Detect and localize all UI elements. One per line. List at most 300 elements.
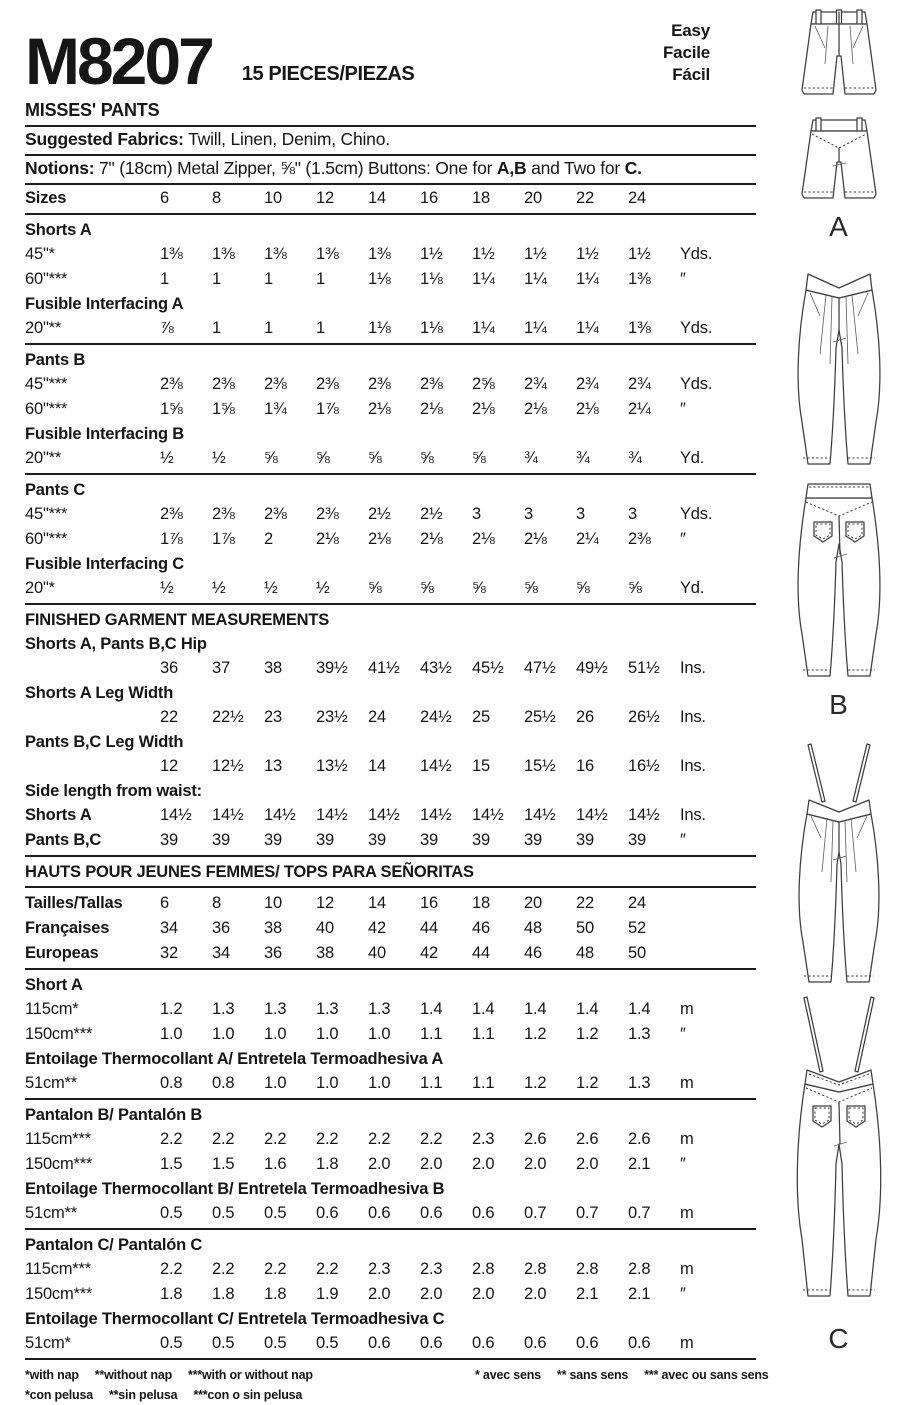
footnote-segment: **sin pelusa xyxy=(108,1388,178,1402)
size-value-cell: 2.3 xyxy=(472,1130,495,1148)
size-value-cell: 24½ xyxy=(420,708,452,726)
size-value-cell: 22 xyxy=(576,189,594,207)
footnote-segment: * avec sens xyxy=(475,1368,541,1382)
pants-c-back-drawing xyxy=(789,994,889,1322)
size-value-cell: 2.0 xyxy=(472,1285,495,1303)
table-row xyxy=(25,267,756,292)
size-value-cell: 0.6 xyxy=(420,1204,443,1222)
size-value-cell: 2⅜ xyxy=(212,505,235,523)
size-value-cell: 1.5 xyxy=(212,1155,235,1173)
size-value-cell: 2.0 xyxy=(524,1285,547,1303)
row-label: 51cm** xyxy=(25,1074,77,1092)
size-value-cell: 2⅜ xyxy=(212,375,235,393)
row-label: 45"* xyxy=(25,245,55,263)
view-a-label: A xyxy=(829,211,849,242)
size-value-cell: 50 xyxy=(576,919,594,937)
row-label: 60"*** xyxy=(25,530,68,548)
size-value-cell: 1⅝ xyxy=(212,400,235,418)
section-heading: Fusible Interfacing C xyxy=(25,555,184,573)
size-value-cell: 2.2 xyxy=(160,1260,183,1278)
table-row xyxy=(25,242,756,267)
size-value-cell: 3 xyxy=(576,505,585,523)
row-label: 60"*** xyxy=(25,270,68,288)
unit-label: m xyxy=(680,1204,694,1222)
size-value-cell: 39 xyxy=(420,831,438,849)
size-value-cell: 2.3 xyxy=(368,1260,391,1278)
size-value-cell: 2⅜ xyxy=(316,375,339,393)
table-row xyxy=(25,754,756,779)
size-value-cell: 14½ xyxy=(316,806,348,824)
unit-label: Yds. xyxy=(680,245,713,263)
size-value-cell: 42 xyxy=(368,919,386,937)
footnote-spanish xyxy=(25,1385,756,1405)
size-value-cell: 37 xyxy=(212,659,230,677)
size-value-cell: 2 xyxy=(264,530,273,548)
shorts-a-front-drawing xyxy=(789,4,889,114)
size-value-cell: 2.0 xyxy=(576,1155,599,1173)
size-value-cell: 48 xyxy=(524,919,542,937)
unit-label xyxy=(680,891,756,916)
size-value-cell: 1.3 xyxy=(628,1025,651,1043)
size-value-cell: 1¼ xyxy=(576,319,599,337)
size-value-cell: 14½ xyxy=(212,806,244,824)
section-heading: Shorts A xyxy=(25,221,92,239)
size-value-cell: 1.8 xyxy=(212,1285,235,1303)
size-value-cell: 14½ xyxy=(420,757,452,775)
size-value-cell: 0.6 xyxy=(472,1334,495,1352)
size-value-cell: ¾ xyxy=(524,449,538,467)
row-label: 150cm*** xyxy=(25,1285,93,1303)
size-value-cell: 1.4 xyxy=(472,1000,495,1018)
size-value-cell: ⅝ xyxy=(420,449,434,467)
size-value-cell: 0.7 xyxy=(628,1204,651,1222)
size-value-cell: 1.1 xyxy=(420,1074,443,1092)
size-value-cell: 1½ xyxy=(420,245,443,263)
document-title: MISSES' PANTS xyxy=(25,98,756,127)
size-value-cell: 1⅜ xyxy=(212,245,235,263)
size-value-cell: 0.8 xyxy=(160,1074,183,1092)
table-row xyxy=(25,916,756,941)
size-value-cell: 0.5 xyxy=(264,1334,287,1352)
size-value-cell: 46 xyxy=(524,944,542,962)
row-label: 45"*** xyxy=(25,375,68,393)
size-value-cell: 15 xyxy=(472,757,490,775)
size-value-cell: 18 xyxy=(472,894,490,912)
size-value-cell: 26½ xyxy=(628,708,660,726)
size-value-cell: 24 xyxy=(368,708,386,726)
size-value-cell: 2½ xyxy=(368,505,391,523)
size-value-cell: ⅝ xyxy=(524,579,538,597)
figure-view-a xyxy=(768,4,910,242)
row-label: Françaises xyxy=(25,919,110,937)
size-value-cell: 1.3 xyxy=(212,1000,235,1018)
size-value-cell: 39 xyxy=(264,831,282,849)
size-value-cell: 1.2 xyxy=(524,1074,547,1092)
footnote-segment: *con pelusa xyxy=(25,1388,93,1402)
suggested-fabrics-text: Twill, Linen, Denim, Chino. xyxy=(183,129,390,149)
size-value-cell: 23 xyxy=(264,708,282,726)
section-heading: Shorts A, Pants B,C Hip xyxy=(25,635,207,653)
size-value-cell: 3 xyxy=(524,505,533,523)
section-heading: Side length from waist: xyxy=(25,782,202,800)
size-value-cell: 2.8 xyxy=(524,1260,547,1278)
size-value-cell: 1.8 xyxy=(160,1285,183,1303)
row-label: 45"*** xyxy=(25,505,68,523)
size-value-cell: 2⅛ xyxy=(524,530,547,548)
size-value-cell: ⅝ xyxy=(368,449,382,467)
size-value-cell: 2⅜ xyxy=(264,375,287,393)
pieces-count: 15 PIECES/PIEZAS xyxy=(241,63,415,85)
size-value-cell: 1.0 xyxy=(264,1025,287,1043)
table-row xyxy=(25,527,756,552)
footnote-segment: ** sans sens xyxy=(556,1368,629,1382)
unit-label: ″ xyxy=(680,831,686,849)
size-value-cell: 1.2 xyxy=(576,1025,599,1043)
pattern-back-sheet xyxy=(25,16,769,1405)
size-value-cell: 47½ xyxy=(524,659,556,677)
table-row xyxy=(25,828,756,853)
size-value-cell: 1.8 xyxy=(264,1285,287,1303)
size-value-cell: 14 xyxy=(368,757,386,775)
size-value-cell: 0.5 xyxy=(212,1204,235,1222)
size-value-cell: 2⅛ xyxy=(368,530,391,548)
size-value-cell: 1.1 xyxy=(420,1025,443,1043)
size-value-cell: ¾ xyxy=(628,449,642,467)
size-value-cell: 16 xyxy=(420,189,438,207)
size-value-cell: 20 xyxy=(524,894,542,912)
size-value-cell: 2.0 xyxy=(420,1155,443,1173)
notions-row xyxy=(25,156,756,185)
size-value-cell: 1⅛ xyxy=(368,319,391,337)
size-value-cell: 2.8 xyxy=(472,1260,495,1278)
size-value-cell: ⅝ xyxy=(628,579,642,597)
size-value-cell: 0.6 xyxy=(524,1334,547,1352)
size-value-cell: 2⅜ xyxy=(368,375,391,393)
size-value-cell: 2⅛ xyxy=(420,530,443,548)
size-value-cell: 2⅛ xyxy=(472,530,495,548)
notions-text-2: and Two for xyxy=(526,158,625,178)
unit-label: Yds. xyxy=(680,505,713,523)
size-value-cell: 6 xyxy=(160,894,169,912)
table-row xyxy=(25,891,756,916)
size-value-cell: 22 xyxy=(160,708,178,726)
size-value-cell: 8 xyxy=(212,894,221,912)
size-value-cell: 1¼ xyxy=(472,319,495,337)
table-row xyxy=(25,1331,756,1356)
size-value-cell: 0.7 xyxy=(524,1204,547,1222)
size-value-cell: 1¼ xyxy=(524,319,547,337)
unit-label: m xyxy=(680,1130,694,1148)
size-value-cell: 2⅛ xyxy=(368,400,391,418)
size-value-cell: ½ xyxy=(212,449,226,467)
size-value-cell: 2¼ xyxy=(628,400,651,418)
size-value-cell: 16 xyxy=(420,894,438,912)
row-label: 150cm*** xyxy=(25,1025,93,1043)
size-value-cell: 38 xyxy=(264,919,282,937)
size-value-cell: 1¼ xyxy=(472,270,495,288)
yardage-table xyxy=(25,186,756,1356)
size-value-cell: 38 xyxy=(316,944,334,962)
difficulty-es: Fácil xyxy=(672,65,710,84)
footnote-segment: *** avec ou sans sens xyxy=(644,1368,769,1382)
size-value-cell: 24 xyxy=(628,894,646,912)
unit-label: m xyxy=(680,1260,694,1278)
size-value-cell: 1⅜ xyxy=(368,245,391,263)
size-value-cell: ½ xyxy=(264,579,278,597)
section-heading: Shorts A Leg Width xyxy=(25,684,174,702)
size-value-cell: 10 xyxy=(264,189,282,207)
size-value-cell: 24 xyxy=(628,189,646,207)
size-value-cell: 0.5 xyxy=(160,1334,183,1352)
size-value-cell: 52 xyxy=(628,919,646,937)
size-value-cell: 12 xyxy=(316,189,334,207)
size-value-cell: 36 xyxy=(212,919,230,937)
size-value-cell: 14½ xyxy=(628,806,660,824)
size-value-cell: 2.0 xyxy=(420,1285,443,1303)
section-heading: Pants B,C Leg Width xyxy=(25,733,184,751)
size-value-cell: 2⅜ xyxy=(420,375,443,393)
unit-label: ″ xyxy=(680,270,686,288)
size-value-cell: 14½ xyxy=(576,806,608,824)
size-value-cell: 12 xyxy=(160,757,178,775)
notions-view-c: C. xyxy=(624,158,642,178)
size-value-cell: 0.6 xyxy=(368,1204,391,1222)
size-value-cell: 2.2 xyxy=(316,1130,339,1148)
size-value-cell: 2.3 xyxy=(420,1260,443,1278)
unit-label: Ins. xyxy=(680,659,706,677)
size-value-cell: 2¾ xyxy=(576,375,599,393)
size-value-cell: 15½ xyxy=(524,757,556,775)
size-value-cell: 16½ xyxy=(628,757,660,775)
size-value-cell: 1.1 xyxy=(472,1074,495,1092)
size-value-cell: 45½ xyxy=(472,659,504,677)
figure-view-b xyxy=(768,264,910,720)
size-value-cell: 1.4 xyxy=(420,1000,443,1018)
size-value-cell: 0.6 xyxy=(472,1204,495,1222)
size-value-cell: 1⅜ xyxy=(628,270,651,288)
section-heading: Pantalon B/ Pantalón B xyxy=(25,1106,203,1124)
table-row xyxy=(25,997,756,1022)
footnote-segment: **without nap xyxy=(94,1368,173,1382)
row-label: Tailles/Tallas xyxy=(25,894,123,912)
difficulty-badge xyxy=(556,20,710,86)
size-value-cell: 13 xyxy=(264,757,282,775)
size-value-cell: 1.0 xyxy=(264,1074,287,1092)
size-value-cell: ½ xyxy=(160,449,174,467)
size-value-cell: 20 xyxy=(524,189,542,207)
row-label xyxy=(25,656,160,681)
size-value-cell: 1 xyxy=(264,270,273,288)
section-divider xyxy=(25,213,756,215)
size-value-cell: 2.2 xyxy=(212,1130,235,1148)
row-label xyxy=(25,754,160,779)
size-value-cell: 39 xyxy=(628,831,646,849)
size-value-cell: 1.4 xyxy=(628,1000,651,1018)
size-value-cell: 14½ xyxy=(524,806,556,824)
table-row xyxy=(25,1282,756,1307)
unit-label: m xyxy=(680,1074,694,1092)
notions-views-ab: A,B xyxy=(496,158,527,178)
row-label: 60"*** xyxy=(25,400,68,418)
size-value-cell: 2⅛ xyxy=(524,400,547,418)
view-b-label: B xyxy=(829,689,849,720)
size-value-cell: 1¾ xyxy=(264,400,287,418)
size-value-cell: 2⅜ xyxy=(628,530,651,548)
size-value-cell: 3 xyxy=(628,505,637,523)
size-value-cell: 2.1 xyxy=(628,1285,651,1303)
size-value-cell: 23½ xyxy=(316,708,348,726)
size-value-cell: 1½ xyxy=(628,245,651,263)
section-heading: FINISHED GARMENT MEASUREMENTS xyxy=(25,611,330,629)
footnote-french xyxy=(475,1365,785,1385)
size-value-cell: 1⅞ xyxy=(316,400,339,418)
size-value-cell: 14½ xyxy=(368,806,400,824)
size-value-cell: 39 xyxy=(316,831,334,849)
difficulty-en: Easy xyxy=(671,21,710,40)
section-heading: Entoilage Thermocollant B/ Entretela Termoadhesiva B xyxy=(25,1180,445,1198)
unit-label: Ins. xyxy=(680,708,706,726)
size-value-cell: 1⅛ xyxy=(368,270,391,288)
size-value-cell: 2⅜ xyxy=(316,505,339,523)
size-value-cell: 1.3 xyxy=(264,1000,287,1018)
size-value-cell: 41½ xyxy=(368,659,400,677)
row-label: Shorts A xyxy=(25,806,92,824)
section-divider xyxy=(25,886,756,888)
size-value-cell: 36 xyxy=(160,659,178,677)
section-divider xyxy=(25,1098,756,1100)
size-value-cell: 2⅛ xyxy=(420,400,443,418)
size-value-cell: 42 xyxy=(420,944,438,962)
size-value-cell: ¾ xyxy=(576,449,590,467)
size-value-cell: 1⅜ xyxy=(628,319,651,337)
size-value-cell: 1.0 xyxy=(212,1025,235,1043)
size-value-cell: 1.0 xyxy=(316,1074,339,1092)
size-value-cell: 25½ xyxy=(524,708,556,726)
unit-label: ″ xyxy=(680,1025,686,1043)
size-value-cell: ⅝ xyxy=(368,579,382,597)
size-value-cell: 0.6 xyxy=(628,1334,651,1352)
size-value-cell: 14½ xyxy=(472,806,504,824)
size-value-cell: 2.2 xyxy=(212,1260,235,1278)
pants-b-back-drawing xyxy=(789,476,889,688)
section-heading: Fusible Interfacing B xyxy=(25,425,184,443)
size-value-cell: 13½ xyxy=(316,757,348,775)
size-value-cell: 2½ xyxy=(420,505,443,523)
size-value-cell: 2.6 xyxy=(628,1130,651,1148)
row-label: 51cm* xyxy=(25,1334,71,1352)
section-heading: Entoilage Thermocollant C/ Entretela Termoadhesiva C xyxy=(25,1310,445,1328)
size-value-cell: 1.0 xyxy=(160,1025,183,1043)
size-value-cell: 1¼ xyxy=(524,270,547,288)
size-value-cell: 2.0 xyxy=(368,1285,391,1303)
size-value-cell: 1.3 xyxy=(316,1000,339,1018)
size-value-cell: 2.1 xyxy=(576,1285,599,1303)
size-value-cell: 12½ xyxy=(212,757,244,775)
size-value-cell: 39 xyxy=(212,831,230,849)
row-label: Pants B,C xyxy=(25,831,102,849)
size-value-cell: 8 xyxy=(212,189,221,207)
size-value-cell: 1.2 xyxy=(160,1000,183,1018)
table-row xyxy=(25,186,756,211)
size-value-cell: 2.0 xyxy=(368,1155,391,1173)
section-heading: HAUTS POUR JEUNES FEMMES/ TOPS PARA SEÑORITAS xyxy=(25,863,474,881)
size-value-cell: 2.1 xyxy=(628,1155,651,1173)
size-value-cell: 1.5 xyxy=(160,1155,183,1173)
footnote-segment: ***with or without nap xyxy=(188,1368,313,1382)
row-label: Sizes xyxy=(25,189,67,207)
size-value-cell: 40 xyxy=(316,919,334,937)
size-value-cell: 46 xyxy=(472,919,490,937)
unit-label: Yds. xyxy=(680,319,713,337)
size-value-cell: 1.0 xyxy=(368,1025,391,1043)
size-value-cell: 2.8 xyxy=(576,1260,599,1278)
size-value-cell: 1.9 xyxy=(316,1285,339,1303)
size-value-cell: 1.3 xyxy=(628,1074,651,1092)
size-value-cell: 1½ xyxy=(472,245,495,263)
size-value-cell: 0.6 xyxy=(368,1334,391,1352)
size-value-cell: 39 xyxy=(368,831,386,849)
table-row xyxy=(25,803,756,828)
section-heading: Entoilage Thermocollant A/ Entretela Termoadhesiva A xyxy=(25,1050,444,1068)
table-row xyxy=(25,397,756,422)
size-value-cell: 1 xyxy=(212,319,221,337)
section-divider xyxy=(25,473,756,475)
size-value-cell: 1 xyxy=(264,319,273,337)
section-heading: Fusible Interfacing A xyxy=(25,295,184,313)
row-label: Europeas xyxy=(25,944,99,962)
size-value-cell: 1¼ xyxy=(576,270,599,288)
suggested-fabrics-label: Suggested Fabrics: xyxy=(25,129,184,149)
size-value-cell: 1.2 xyxy=(576,1074,599,1092)
size-value-cell: 2.8 xyxy=(628,1260,651,1278)
section-divider xyxy=(25,855,756,857)
size-value-cell: 0.7 xyxy=(576,1204,599,1222)
size-value-cell: 1.3 xyxy=(368,1000,391,1018)
size-value-cell: 0.8 xyxy=(212,1074,235,1092)
size-value-cell: 1½ xyxy=(576,245,599,263)
size-value-cell: 51½ xyxy=(628,659,660,677)
size-value-cell: 39 xyxy=(472,831,490,849)
section-heading: Pants C xyxy=(25,481,86,499)
size-value-cell: 1 xyxy=(212,270,221,288)
pattern-number: M8207 xyxy=(25,23,212,98)
size-value-cell: 2.2 xyxy=(264,1260,287,1278)
unit-label: ″ xyxy=(680,1155,686,1173)
size-value-cell: 2.2 xyxy=(264,1130,287,1148)
size-value-cell: 2⅜ xyxy=(160,375,183,393)
size-value-cell: 0.5 xyxy=(264,1204,287,1222)
size-value-cell: 0.5 xyxy=(160,1204,183,1222)
size-value-cell: 2.6 xyxy=(576,1130,599,1148)
unit-label xyxy=(680,186,756,211)
size-value-cell: 34 xyxy=(212,944,230,962)
size-value-cell: 22½ xyxy=(212,708,244,726)
size-value-cell: 0.6 xyxy=(420,1334,443,1352)
row-label xyxy=(25,705,160,730)
size-value-cell: 1⅛ xyxy=(420,270,443,288)
size-value-cell: 34 xyxy=(160,919,178,937)
size-value-cell: 1⅜ xyxy=(264,245,287,263)
size-value-cell: 1.2 xyxy=(524,1025,547,1043)
unit-label: Yd. xyxy=(680,579,705,597)
size-value-cell: 50 xyxy=(628,944,646,962)
size-value-cell: 38 xyxy=(264,659,282,677)
size-value-cell: 39 xyxy=(524,831,542,849)
table-row xyxy=(25,1257,756,1282)
size-value-cell: 2¼ xyxy=(576,530,599,548)
size-value-cell: ⅝ xyxy=(420,579,434,597)
difficulty-fr: Facile xyxy=(663,43,710,62)
